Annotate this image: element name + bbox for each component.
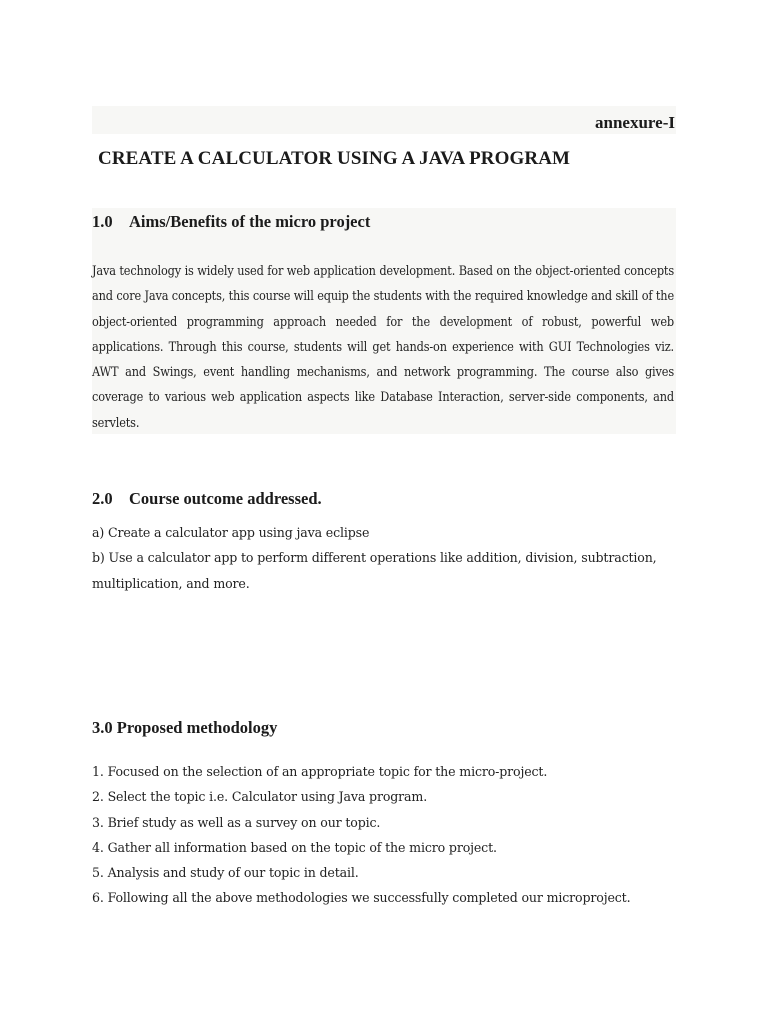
list-item: 5. Analysis and study of our topic in detail.: [92, 865, 359, 881]
list-item: a) Create a calculator app using java eclipse: [92, 525, 370, 540]
header-shade: [92, 106, 676, 134]
annexure-label: annexure-I: [595, 113, 675, 132]
document-title: CREATE A CALCULATOR USING A JAVA PROGRAM: [98, 148, 571, 169]
list-item: 1. Focused on the selection of an appropriate topic for the micro-project.: [92, 764, 548, 779]
course-outcome-list: [92, 520, 682, 596]
section2-number: 2.0: [92, 489, 113, 508]
section1-title: Aims/Benefits of the micro project: [129, 212, 371, 231]
section2-heading: [92, 489, 322, 509]
methodology-list: [92, 759, 682, 911]
list-item: 2. Select the topic i.e. Calculator using Java program.: [92, 789, 428, 805]
section1-heading: [92, 212, 370, 232]
section1-number: 1.0: [92, 212, 113, 231]
section1-paragraph: Java technology is widely used for web application development. Based on the object-oriented concepts and core Java concepts, this course will equip the students with the required knowledge and skill of the object-oriented programming approach needed for the development of robust, powerful web applications. Through this course, students will get hands-on experience with GUI Technologies viz. AWT and Swings, event handling mechanisms, and network programming. The course also gives coverage to various web application aspects like Database Interaction, server-side components, and servlets.: [92, 263, 674, 430]
list-item: 3. Brief study as well as a survey on our topic.: [92, 814, 381, 830]
list-item: 4. Gather all information based on the topic of the micro project.: [92, 839, 497, 855]
list-item: b) Use a calculator app to perform different operations like addition, division, subtraction, multiplication, and more.: [92, 550, 657, 591]
section3-heading: 3.0 Proposed methodology: [92, 718, 278, 737]
list-item: 6. Following all the above methodologies we successfully completed our microproject.: [92, 890, 631, 906]
section2-title: Course outcome addressed.: [129, 489, 322, 508]
